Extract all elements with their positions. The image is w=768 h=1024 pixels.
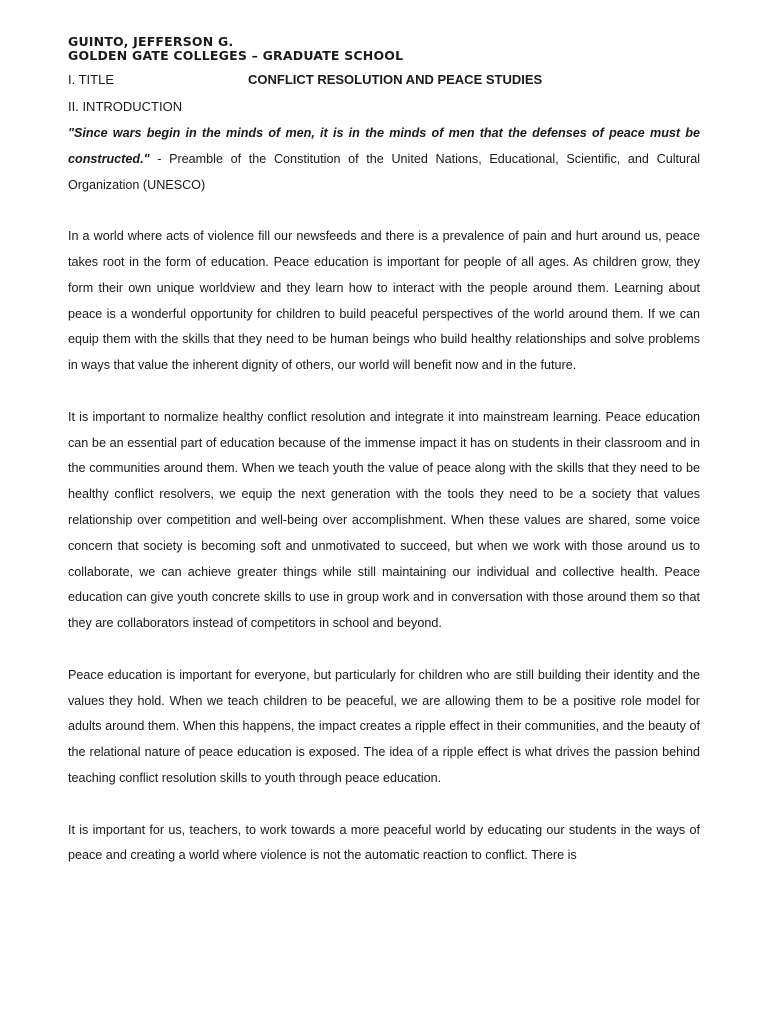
body-paragraph-1: In a world where acts of violence fill our newsfeeds and there is a prevalence of pain and hurt around us, peace takes root in the form of education. Peace education is important for people of all ages. As children grow, they form their own unique worldview and they learn how to interact with the people around them. Learning about peace is a wonderful opportunity for children to build peaceful perspectives of the world around them. If we can equip them with the skills that they need to be human beings who build healthy relationships and solve problems in ways that value the inherent dignity of others, our world will benefit now and in the future. xyxy=(68,229,700,373)
title-row xyxy=(68,71,700,91)
unesco-quote: "Since wars begin in the minds of men, it is in the minds of men that the defenses of peace must be constructed." xyxy=(68,126,700,166)
document-title: CONFLICT RESOLUTION AND PEACE STUDIES xyxy=(248,72,543,87)
introduction-heading: II. INTRODUCTION xyxy=(68,99,183,114)
author-name: GUINTO, JEFFERSON G. xyxy=(68,34,234,49)
body-paragraph-3: Peace education is important for everyone, but particularly for children who are still building their identity and the values they hold. When we teach children to be peaceful, we are allowing them to be a positive role model for adults around them. When this happens, the impact creates a ripple effect in their communities, and the beauty of the relational nature of peace education is exposed. The idea of a ripple effect is what drives the passion behind teaching conflict resolution skills to youth through peace education. xyxy=(68,667,700,785)
school-name: GOLDEN GATE COLLEGES – GRADUATE SCHOOL xyxy=(68,48,404,63)
body-paragraph-2: It is important to normalize healthy conflict resolution and integrate it into mainstream learning. Peace education can be an essential part of education because of the immense impact it has on students in their classroom and in the communities around them. When we teach youth the value of peace along with the skills that they need to be healthy conflict resolvers, we equip the next generation with the tools they need to be a society that values relationship over competition and well-being over accomplishment. When these values are shared, some voice concern that society is becoming soft and unmotivated to succeed, but when we work with those around us to collaborate, we can achieve greater things while still maintaining our individual and collective health. Peace education can give youth concrete skills to use in group work and in conversation with those around them so that they are collaborators instead of competitors in school and beyond. xyxy=(68,409,700,631)
title-label: I. TITLE xyxy=(68,72,114,87)
unesco-quote-paragraph xyxy=(68,121,700,198)
quote-source: - Preamble of the Constitution of the United Nations, Educational, Scientific, and Cultural Organization (UNESCO) xyxy=(68,151,700,192)
body-paragraph-4: It is important for us, teachers, to work towards a more peaceful world by educating our students in the ways of peace and creating a world where violence is not the automatic reaction to conflict. There is xyxy=(68,822,700,863)
document-page xyxy=(68,35,700,869)
